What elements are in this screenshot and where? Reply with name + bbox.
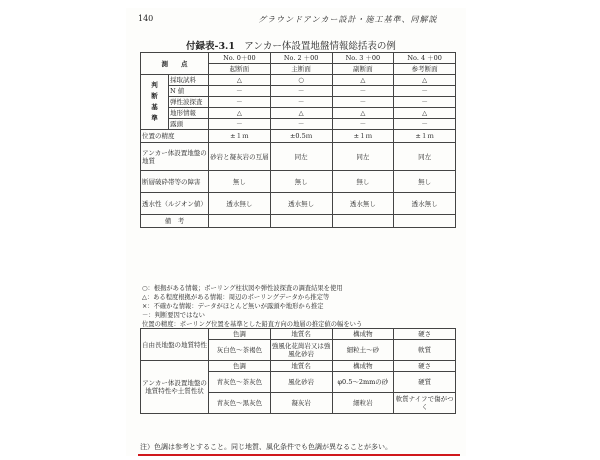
cell: △ xyxy=(394,108,456,119)
table-row xyxy=(141,108,456,119)
cell: △ xyxy=(332,75,394,86)
cell: 無し xyxy=(332,171,394,193)
cell: － xyxy=(332,97,394,108)
cell: － xyxy=(209,86,271,97)
criteria-label: 地形情報 xyxy=(169,108,209,119)
note-line: 位置の精度：ボーリング位置を基準とした鉛直方向の地層の推定値の幅をいう xyxy=(142,321,363,328)
header-cell: 硬さ xyxy=(394,361,456,372)
cell: 強風化花崗岩又は強風化砂岩 xyxy=(270,340,332,361)
cell: △ xyxy=(209,108,271,119)
cell: △ xyxy=(394,75,456,86)
geology-table xyxy=(140,328,456,414)
criteria-label: 採取試料 xyxy=(169,75,209,86)
header-cell: 色調 xyxy=(209,361,271,372)
cell: － xyxy=(209,119,271,130)
table-row xyxy=(141,53,456,64)
column-id: No. 0＋00 xyxy=(209,53,271,64)
cell xyxy=(332,215,394,228)
cell: － xyxy=(394,119,456,130)
header-cell: 硬さ xyxy=(394,329,456,340)
cell: 無し xyxy=(209,171,271,193)
note-line: ○：根拠がある情報；ボーリング柱状図や弾性波探査の調査結果を使用 xyxy=(142,285,343,292)
cell: 同左 xyxy=(332,143,394,171)
point-label: 測 点 xyxy=(141,53,209,75)
cell: △ xyxy=(332,108,394,119)
note-line: △：ある程度根拠がある情報：周辺のボーリングデータから推定等 xyxy=(142,294,330,301)
table-row xyxy=(141,86,456,97)
page-number: 140 xyxy=(138,14,154,23)
header-cell: 色調 xyxy=(209,329,271,340)
header-cell: 構成物 xyxy=(332,329,394,340)
cell xyxy=(270,215,332,228)
table-row xyxy=(141,361,456,372)
row-label: アンカー体設置地盤の地質 xyxy=(141,143,209,171)
cell: 透水無し xyxy=(332,193,394,215)
cell xyxy=(394,215,456,228)
cell: ○ xyxy=(270,75,332,86)
table-row xyxy=(141,215,456,228)
cell: 青灰色～黒灰色 xyxy=(209,393,271,414)
row-label: 断層破砕帯等の障害 xyxy=(141,171,209,193)
caption-text: アンカー体設置地盤情報総括表の例 xyxy=(244,41,396,52)
cell xyxy=(209,215,271,228)
criteria-label: 露頭 xyxy=(169,119,209,130)
cell: ±１ｍ xyxy=(209,130,271,143)
cell: 細粒土～砂 xyxy=(332,340,394,361)
cell: 灰白色～茶褐色 xyxy=(209,340,271,361)
cell: 無し xyxy=(394,171,456,193)
table-row xyxy=(141,119,456,130)
cell: － xyxy=(332,86,394,97)
table-row xyxy=(141,97,456,108)
criteria-label: N 値 xyxy=(169,86,209,97)
column-id: No. 3 ＋00 xyxy=(332,53,394,64)
note-line: －：判断要因ではない xyxy=(142,312,205,319)
site-info-table xyxy=(140,52,456,228)
group-label: 自由長地盤の地質特性 xyxy=(141,329,209,361)
cell: － xyxy=(209,97,271,108)
page-header xyxy=(138,14,456,28)
cell: 硬質 xyxy=(394,372,456,393)
cell: 無し xyxy=(270,171,332,193)
criteria-label: 弾性波探査 xyxy=(169,97,209,108)
cell: － xyxy=(394,86,456,97)
table-row xyxy=(141,143,456,171)
cell: 透水無し xyxy=(270,193,332,215)
running-title: グラウンドアンカー設計・施工基準、同解説 xyxy=(258,15,438,24)
cell: 細粒岩 xyxy=(332,393,394,414)
document-page xyxy=(126,8,466,456)
header-cell: 構成物 xyxy=(332,361,394,372)
column-kind: 起断面 xyxy=(209,64,271,75)
cell: 凝灰岩 xyxy=(270,393,332,414)
cell: △ xyxy=(270,108,332,119)
cell: 同左 xyxy=(394,143,456,171)
table-row xyxy=(141,130,456,143)
column-kind: 参考断面 xyxy=(394,64,456,75)
cell: － xyxy=(332,119,394,130)
cell: － xyxy=(270,86,332,97)
group-label: アンカー体設置地盤の地質特性や土質性状 xyxy=(141,361,209,414)
cell: 軟質ナイフで傷がつく xyxy=(394,393,456,414)
cell: 透水無し xyxy=(394,193,456,215)
header-cell: 地質名 xyxy=(270,329,332,340)
column-id: No. 2 ＋00 xyxy=(270,53,332,64)
cell: △ xyxy=(209,75,271,86)
cell: ±１ｍ xyxy=(394,130,456,143)
criteria-group-label: 判断基準 xyxy=(141,75,169,130)
cell: 風化砂岩 xyxy=(270,372,332,393)
caption-number: 付録表-3.1 xyxy=(186,41,235,52)
table-row xyxy=(141,329,456,340)
cell: 青灰色～茶灰色 xyxy=(209,372,271,393)
legend-notes xyxy=(142,284,462,329)
cell: ±１ｍ xyxy=(332,130,394,143)
cell: φ0.5～2mmの砂 xyxy=(332,372,394,393)
table-row xyxy=(141,193,456,215)
column-id: No. 4 ＋00 xyxy=(394,53,456,64)
table-row xyxy=(141,171,456,193)
table-caption xyxy=(186,38,396,52)
cell: － xyxy=(270,97,332,108)
footnote: 注）色調は参考とすること。同じ地質、風化条件でも色調が異なることが多い。 xyxy=(140,443,392,451)
header-cell: 地質名 xyxy=(270,361,332,372)
column-kind: 副断面 xyxy=(332,64,394,75)
cell: － xyxy=(394,97,456,108)
cell: 同左 xyxy=(270,143,332,171)
row-label: 位置の精度 xyxy=(141,130,209,143)
cell: 軟質 xyxy=(394,340,456,361)
note-line: ×：不確かな情報：データがほとんど無いが露頭や地形から推定 xyxy=(142,303,324,310)
cell: 砂岩と凝灰岩の互層 xyxy=(209,143,271,171)
row-label: 備 考 xyxy=(141,215,209,228)
column-kind: 主断面 xyxy=(270,64,332,75)
cell: 透水無し xyxy=(209,193,271,215)
cell: － xyxy=(270,119,332,130)
table-row xyxy=(141,75,456,86)
cell: ±0.5ｍ xyxy=(270,130,332,143)
red-underline xyxy=(138,454,460,456)
row-label: 透水性（ルジオン値） xyxy=(141,193,209,215)
